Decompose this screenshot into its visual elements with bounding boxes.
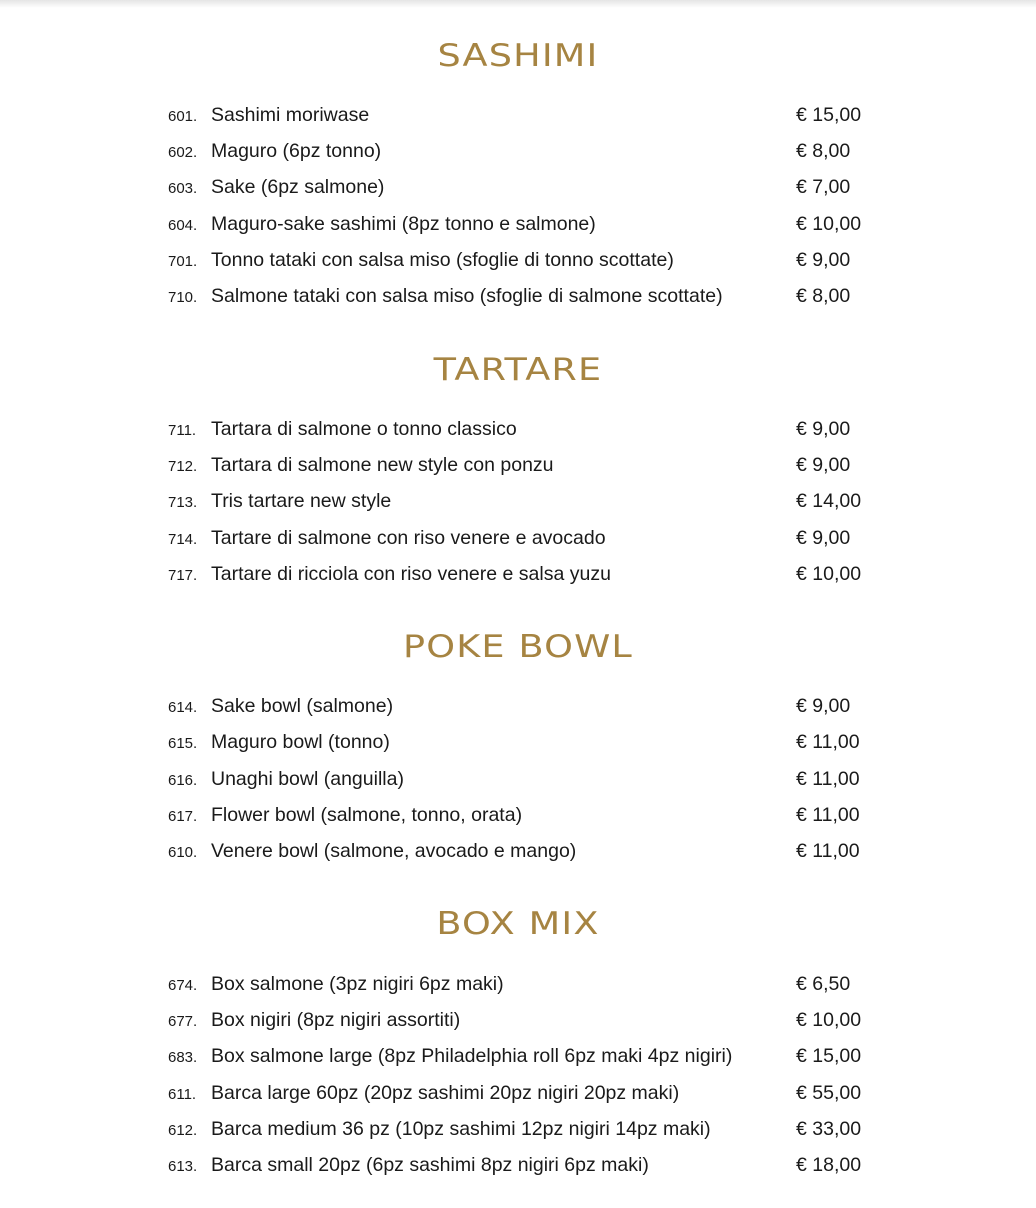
item-code: 717. [168, 567, 198, 584]
item-price: € 11,00 [796, 804, 860, 826]
item-price: € 10,00 [796, 1009, 862, 1031]
item-name: Sake (6pz salmone) [211, 176, 385, 198]
item-code: 611. [168, 1086, 197, 1103]
item-price: € 9,00 [796, 695, 851, 717]
item-name: Tartare di salmone con riso venere e avocado [211, 527, 606, 549]
item-name: Tartara di salmone new style con ponzu [211, 454, 554, 476]
item-price: € 9,00 [796, 249, 851, 271]
item-name: Flower bowl (salmone, tonno, orata) [211, 804, 523, 826]
menu-item [0, 1150, 1036, 1180]
item-code: 712. [168, 458, 198, 475]
item-code: 612. [168, 1122, 198, 1139]
item-code: 710. [168, 289, 198, 306]
menu-item [0, 281, 1036, 311]
item-name: Tris tartare new style [211, 490, 392, 512]
menu-item [0, 1114, 1036, 1144]
item-name: Maguro bowl (tonno) [211, 731, 390, 753]
item-name: Box salmone (3pz nigiri 6pz maki) [211, 973, 504, 995]
item-price: € 55,00 [796, 1082, 862, 1104]
item-name: Box salmone large (8pz Philadelphia roll 6pz maki 4pz nigiri) [211, 1045, 733, 1067]
menu-item [0, 969, 1036, 999]
item-code: 617. [168, 808, 198, 825]
item-name: Barca large 60pz (20pz sashimi 20pz nigiri 20pz maki) [211, 1082, 680, 1104]
item-price: € 15,00 [796, 104, 862, 126]
item-price: € 14,00 [796, 490, 862, 512]
item-name: Box nigiri (8pz nigiri assortiti) [211, 1009, 461, 1031]
item-code: 602. [168, 144, 198, 161]
item-price: € 15,00 [796, 1045, 862, 1067]
menu-item [0, 523, 1036, 553]
item-code: 603. [168, 180, 198, 197]
item-code: 610. [168, 844, 198, 861]
menu-item [0, 450, 1036, 480]
item-name: Tartara di salmone o tonno classico [211, 418, 517, 440]
menu-item [0, 414, 1036, 444]
item-name: Sake bowl (salmone) [211, 695, 394, 717]
item-code: 604. [168, 217, 198, 234]
menu-item [0, 245, 1036, 275]
item-price: € 10,00 [796, 563, 862, 585]
menu-item [0, 100, 1036, 130]
item-price: € 9,00 [796, 418, 851, 440]
item-price: € 6,50 [796, 973, 851, 995]
item-price: € 33,00 [796, 1118, 862, 1140]
item-price: € 8,00 [796, 140, 851, 162]
item-name: Maguro (6pz tonno) [211, 140, 382, 162]
item-price: € 18,00 [796, 1154, 862, 1176]
menu-item [0, 727, 1036, 757]
item-code: 601. [168, 108, 198, 125]
menu-item [0, 136, 1036, 166]
section-title: TARTARE [433, 352, 603, 388]
section-title: POKE BOWL [402, 629, 633, 665]
item-name: Sashimi moriwase [211, 104, 370, 126]
item-code: 711. [168, 422, 197, 439]
section-title: SASHIMI [437, 38, 599, 74]
item-price: € 9,00 [796, 527, 851, 549]
menu-item [0, 800, 1036, 830]
menu-item [0, 1041, 1036, 1071]
item-code: 616. [168, 772, 198, 789]
menu-item [0, 209, 1036, 239]
item-price: € 10,00 [796, 213, 862, 235]
item-name: Salmone tataki con salsa miso (sfoglie di salmone scottate) [211, 285, 723, 307]
menu-item [0, 559, 1036, 589]
item-code: 683. [168, 1049, 198, 1066]
menu-item [0, 836, 1036, 866]
menu-item [0, 691, 1036, 721]
item-name: Tartare di ricciola con riso venere e salsa yuzu [211, 563, 611, 585]
menu-item [0, 1005, 1036, 1035]
item-price: € 11,00 [796, 840, 860, 862]
menu-item [0, 486, 1036, 516]
item-name: Venere bowl (salmone, avocado e mango) [211, 840, 577, 862]
item-name: Barca small 20pz (6pz sashimi 8pz nigiri 6pz maki) [211, 1154, 649, 1176]
item-name: Barca medium 36 pz (10pz sashimi 12pz nigiri 14pz maki) [211, 1118, 711, 1140]
item-name: Maguro-sake sashimi (8pz tonno e salmone) [211, 213, 596, 235]
item-price: € 8,00 [796, 285, 851, 307]
menu-item [0, 172, 1036, 202]
item-code: 677. [168, 1013, 198, 1030]
item-price: € 11,00 [796, 731, 860, 753]
item-price: € 9,00 [796, 454, 851, 476]
item-code: 613. [168, 1158, 198, 1175]
section-title: BOX MIX [436, 906, 600, 942]
item-code: 714. [168, 531, 198, 548]
item-price: € 7,00 [796, 176, 851, 198]
item-price: € 11,00 [796, 768, 860, 790]
item-code: 701. [168, 253, 198, 270]
item-name: Tonno tataki con salsa miso (sfoglie di tonno scottate) [211, 249, 674, 271]
item-code: 674. [168, 977, 198, 994]
item-code: 713. [168, 494, 198, 511]
item-name: Unaghi bowl (anguilla) [211, 768, 404, 790]
top-edge-shadow [0, 0, 1036, 8]
menu-item [0, 1078, 1036, 1108]
item-code: 615. [168, 735, 198, 752]
menu-item [0, 764, 1036, 794]
item-code: 614. [168, 699, 198, 716]
